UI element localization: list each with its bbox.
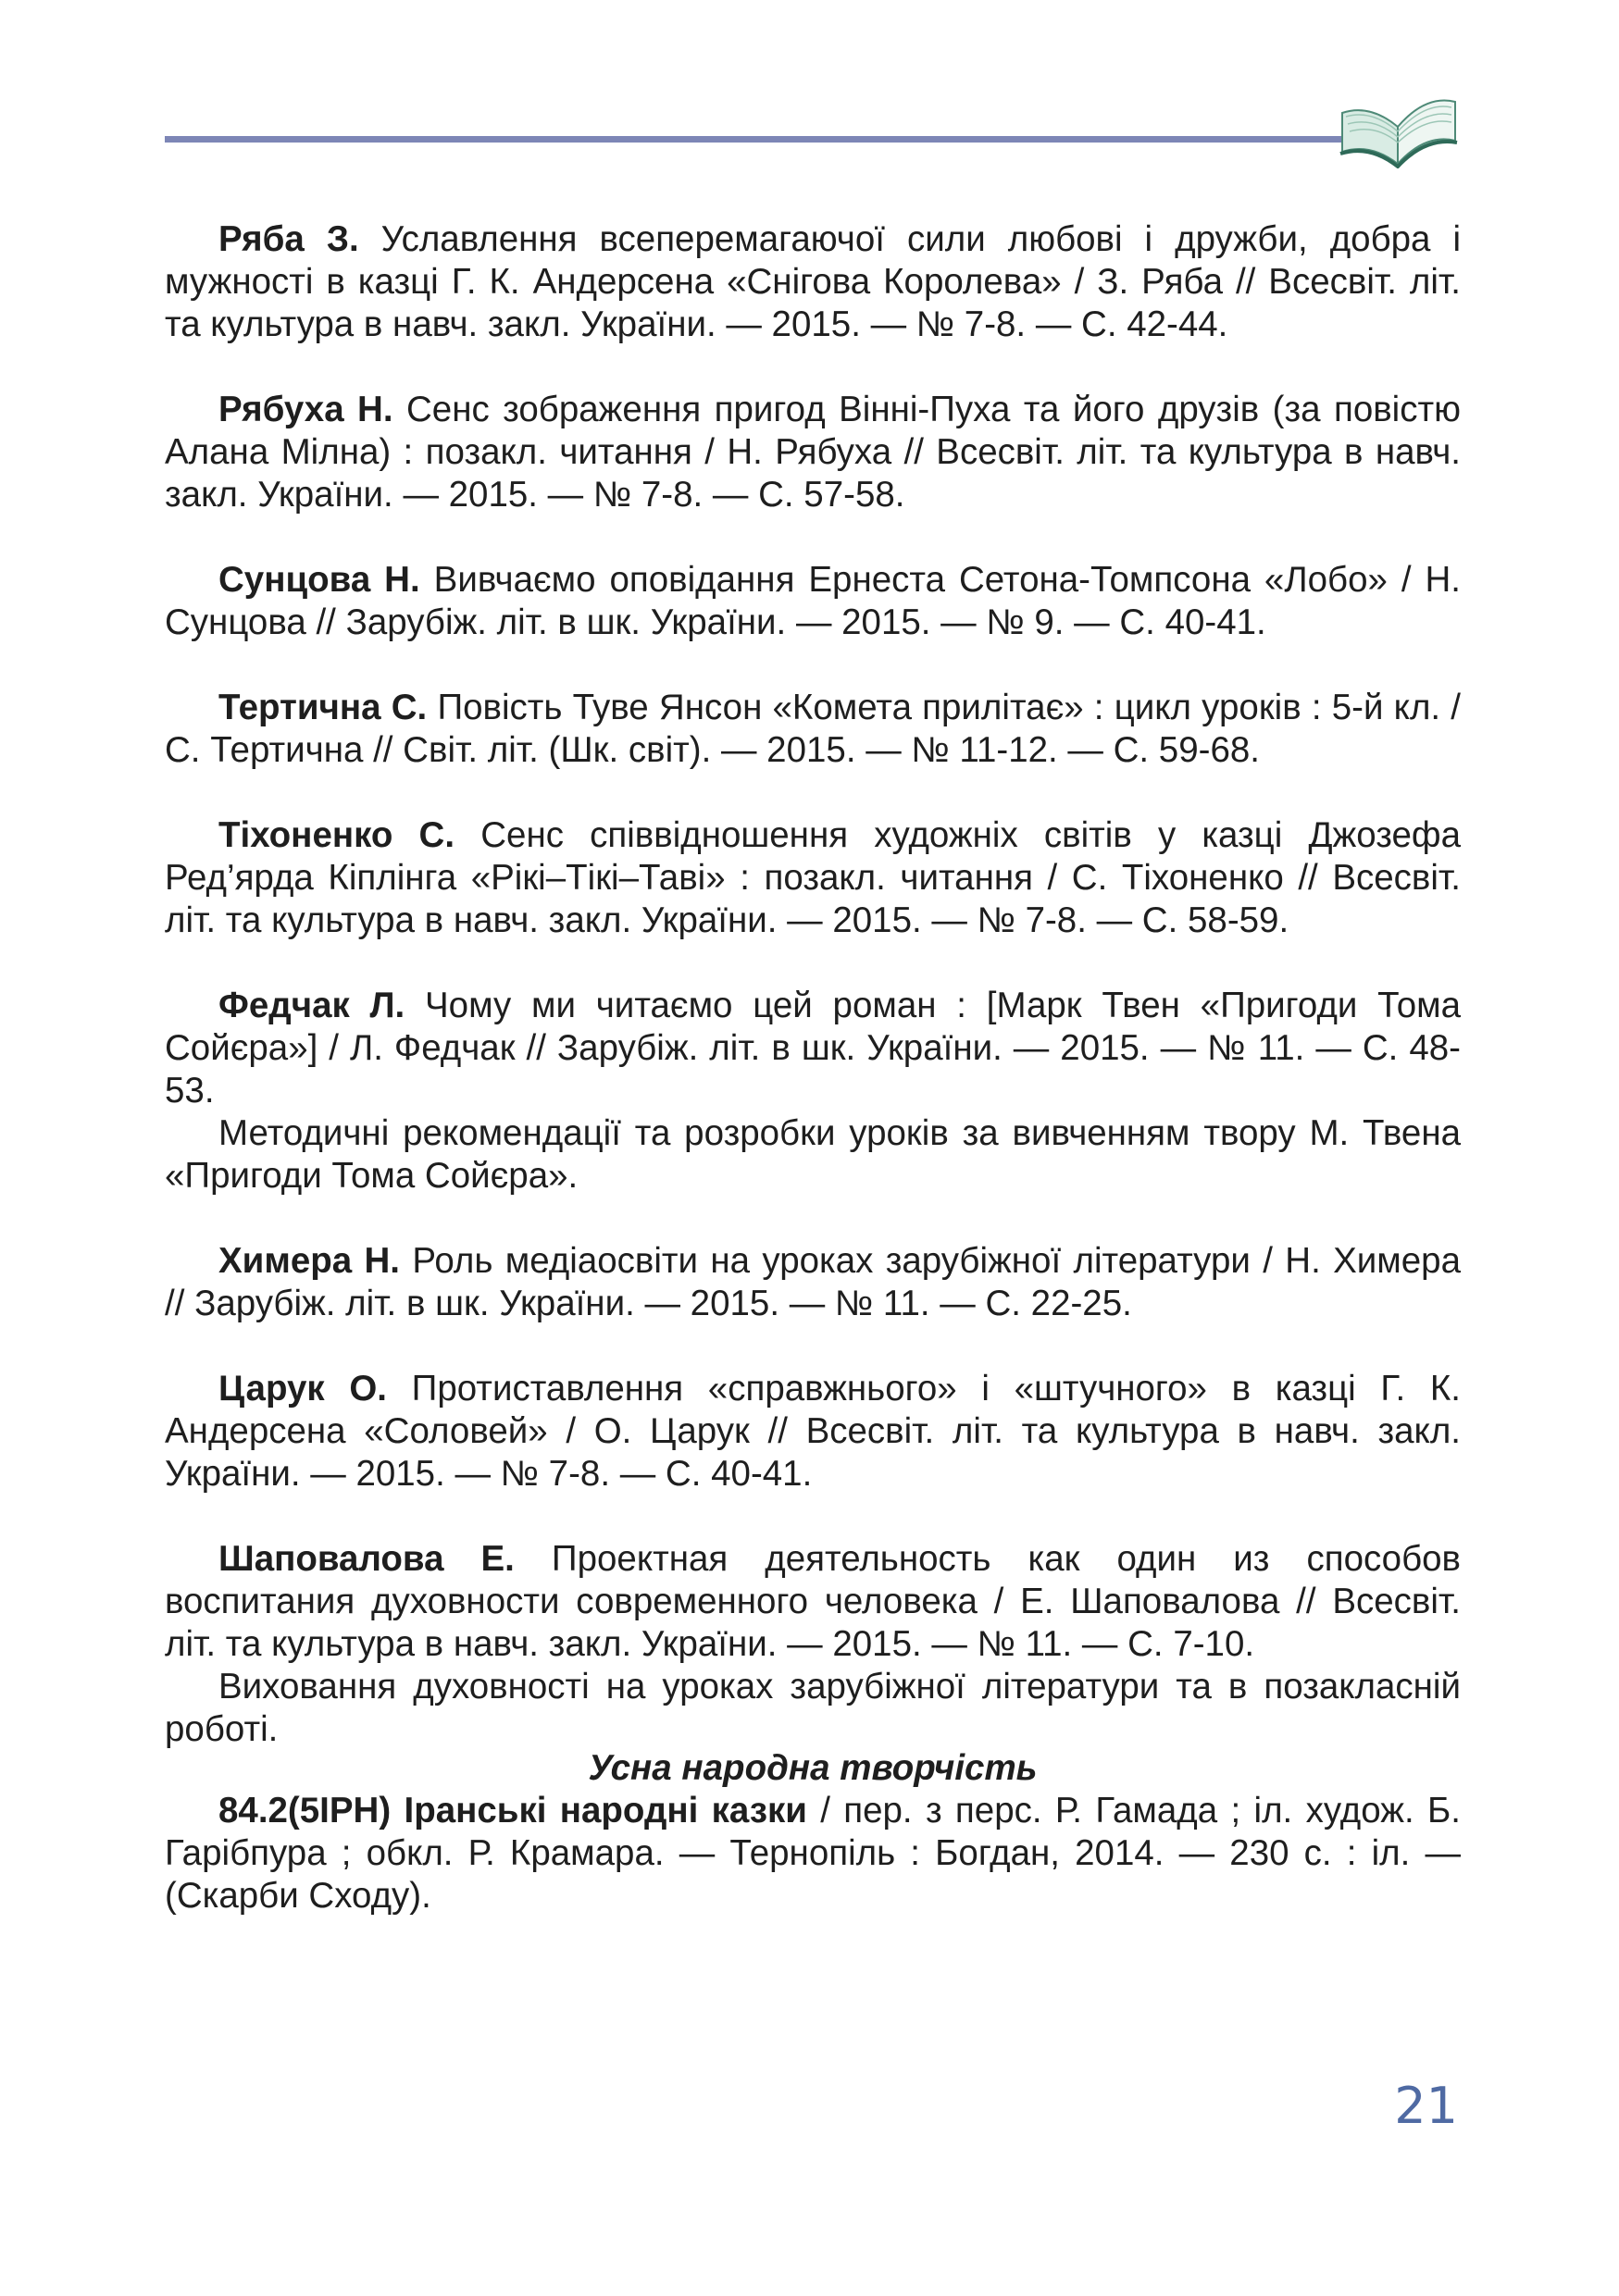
entry — [165, 687, 1461, 772]
entry — [165, 814, 1461, 942]
entry-text: Уславлення всеперемагаючої сили любові і дружби, добра і мужності в казці Г. К. Андерсена «Снігова Королева» / З. Ряба // Всесвіт. літ. та культура в навч. закл. України. — 2015. — № 7-8. — С. 42-44. — [165, 219, 1462, 344]
page-number: 21 — [1394, 2077, 1458, 2135]
entry-author: Сунцова Н. — [218, 560, 420, 600]
entry-author: Федчак Л. — [218, 986, 405, 1025]
entry-author: Ряба З. — [218, 219, 359, 259]
entry — [165, 1538, 1461, 1751]
entry — [165, 559, 1461, 644]
entry-author: Рябуха Н. — [218, 390, 393, 429]
entry-author: Тертична С. — [218, 688, 428, 727]
entry — [165, 985, 1461, 1198]
bibliography — [165, 218, 1461, 1917]
entry-text: Сенс зображення пригод Вінні-Пуха та його друзів (за повістю Алана Мілна) : позакл. читання / Н. Рябуха // Всесвіт. літ. та культура в навч. закл. України. — 2015. — № 7-8. — С. 57-58. — [165, 390, 1461, 515]
header-rule — [165, 136, 1342, 143]
entry — [165, 218, 1461, 346]
entry-author: Царук О. — [218, 1369, 387, 1409]
entry-text: / пер. з перс. Р. Гамада ; іл. худож. Б. Гарібпура ; обкл. Р. Крамара. — Тернопіль : Богдан, 2014. — 230 с. : іл. — (Скарби Сходу). — [165, 1791, 1461, 1916]
entry-note: Методичні рекомендації та розробки уроків за вивченням твору М. Твена «Пригоди Тома Сойєра». — [165, 1113, 1461, 1196]
entry-text: Роль медіаосвіти на уроках зарубіжної літератури / Н. Химера // Зарубіж. літ. в шк. України. — 2015. — № 11. — С. 22-25. — [165, 1241, 1462, 1323]
entry-author: Химера Н. — [218, 1241, 401, 1281]
entry-text: Протиставлення «справжнього» і «штучного» в казці Г. К. Андерсена «Соловей» / О. Царук // Всесвіт. літ. та культура в навч. закл. України. — 2015. — № 7-8. — С. 40-41. — [165, 1369, 1461, 1494]
entry-author: 84.2(5ІРН) Іранські народні казки — [218, 1791, 807, 1831]
open-book-icon — [1333, 76, 1463, 168]
entry-text: Чому ми читаємо цей роман : [Марк Твен «Пригоди Тома Сойєра»] / Л. Федчак // Зарубіж. літ. в шк. України. — 2015. — № 11. — С. 48-53. — [165, 986, 1461, 1111]
section-title: Усна народна творчість — [588, 1748, 1038, 1788]
entry — [165, 1790, 1461, 1917]
entry-text: Сенс співвідношення художніх світів у казці Джозефа Ред’ярда Кіплінга «Рікі–Тікі–Таві» : позакл. читання / С. Тіхоненко // Всесвіт. літ. та культура в навч. закл. України. — 2015. — № 7-8. — С. 58-59. — [165, 815, 1461, 940]
entry-text: Проектная деятельность как один из способов воспитания духовности современного человека / Е. Шаповалова // Всесвіт. літ. та культура в навч. закл. України. — 2015. — № 11. — С. 7-10. — [165, 1539, 1461, 1664]
entry — [165, 389, 1461, 516]
entry-author: Шаповалова Е. — [218, 1539, 515, 1579]
entry-text: Вивчаємо оповідання Ернеста Сетона-Томпсона «Лобо» / Н. Сунцова // Зарубіж. літ. в шк. України. — 2015. — № 9. — С. 40-41. — [165, 560, 1461, 642]
entry — [165, 1240, 1461, 1325]
entry-author: Тіхоненко С. — [218, 815, 455, 855]
entry-text: Повість Туве Янсон «Комета прилітає» : цикл уроків : 5-й кл. / С. Тертична // Світ. літ. (Шк. світ). — 2015. — № 11-12. — С. 59-68. — [165, 688, 1462, 770]
entry — [165, 1368, 1461, 1496]
entry-note: Виховання духовності на уроках зарубіжної літератури та в позакласній роботі. — [165, 1667, 1461, 1749]
